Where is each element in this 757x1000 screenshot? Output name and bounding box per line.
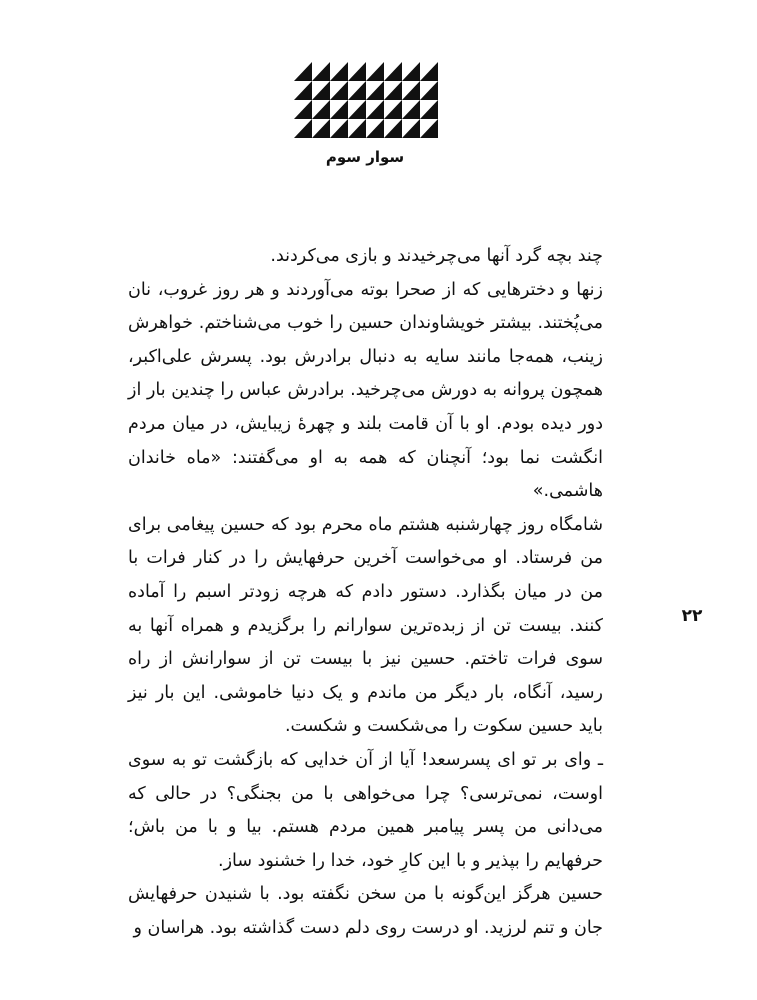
ornament-triangle (294, 119, 312, 138)
ornament-triangle (312, 119, 330, 138)
paragraph: شامگاه روز چهارشنبه هشتم ماه محرم بود که حسین پیغامی برای من فرستاد. او می‌خواست آخرین حرفهایش را در کنار فرات با من در میان بگذارد. دستور دادم که هرچه زودتر اسبم را آماده کنند. بیست تن از زبده‌ترین سوارانم را برگزیدم و همراه آنها به سوی فرات تاختم. حسین نیز با بیست تن از سوارانش از راه رسید، آنگاه، بار دیگر من ماندم و یک دنیا خاموشی. این بار نیز باید حسین سکوت را می‌شکست و شکست. (128, 514, 603, 737)
chapter-title: سوار سوم (325, 148, 405, 166)
ornament-triangle (384, 100, 402, 119)
ornament-triangle (294, 100, 312, 119)
ornament-triangle (294, 81, 312, 100)
paragraph: چند بچه گرد آنها می‌چرخیدند و بازی می‌کردند. (270, 246, 603, 266)
ornament-triangle (420, 119, 438, 138)
ornament-triangle (330, 100, 348, 119)
ornament-triangle (384, 81, 402, 100)
ornament-triangle (366, 119, 384, 138)
ornament-triangle (294, 62, 312, 81)
triangle-pattern-ornament-icon (294, 62, 438, 138)
ornament-triangle (312, 81, 330, 100)
ornament-triangle (420, 81, 438, 100)
ornament-triangle (312, 100, 330, 119)
ornament-triangle (366, 62, 384, 81)
ornament-triangle (420, 100, 438, 119)
ornament-triangle (420, 62, 438, 81)
ornament-triangle (348, 62, 366, 81)
ornament-triangle (312, 62, 330, 81)
ornament-triangle (366, 81, 384, 100)
ornament-triangle (402, 62, 420, 81)
ornament-triangle (330, 119, 348, 138)
ornament-triangle (330, 62, 348, 81)
ornament-triangle (348, 119, 366, 138)
ornament-triangle (402, 81, 420, 100)
ornament-triangle (330, 81, 348, 100)
paragraph: ـ وای بر تو ای پسرسعد! آیا از آن خدایی که بازگشت تو به سوی اوست، نمی‌ترسی؟ چرا می‌خواهی با من بجنگی؟ در حالی که می‌دانی من پسر پیامبر همین مردم هستم. بیا و با من باش؛ حرفهایم را بپذیر و با این کارِ خود، خدا را خشنود ساز. (128, 749, 603, 871)
ornament-triangle (348, 81, 366, 100)
ornament-triangle (402, 119, 420, 138)
ornament-triangle (384, 62, 402, 81)
ornament-triangle (348, 100, 366, 119)
body-text (128, 240, 603, 945)
ornament-triangle (366, 100, 384, 119)
paragraph: زنها و دخترهایی که از صحرا بوته می‌آوردند و هر روز غروب، نان می‌پُختند. بیشتر خویشاوندان حسین را خوب می‌شناختم. خواهرش زینب، همه‌جا مانند سایه به دنبال برادرش بود. پسرش علی‌اکبر، همچون پروانه به دورش می‌چرخید. برادرش عباس را چندین بار از دور دیده بودم. او با آن قامت بلند و چهرهٔ زیبایش، در میان مردم انگشت نما بود؛ آنچنان که همه به او می‌گفتند: «ماه خاندان هاشمی.» (128, 279, 603, 502)
page-number: ۲۲ (681, 606, 703, 626)
ornament-triangle (402, 100, 420, 119)
paragraph: حسین هرگز این‌گونه با من سخن نگفته بود. با شنیدن حرفهایش جان و تنم لرزید. او درست روی دلم دست گذاشته بود. هراسان و (128, 884, 603, 938)
ornament-triangle (384, 119, 402, 138)
